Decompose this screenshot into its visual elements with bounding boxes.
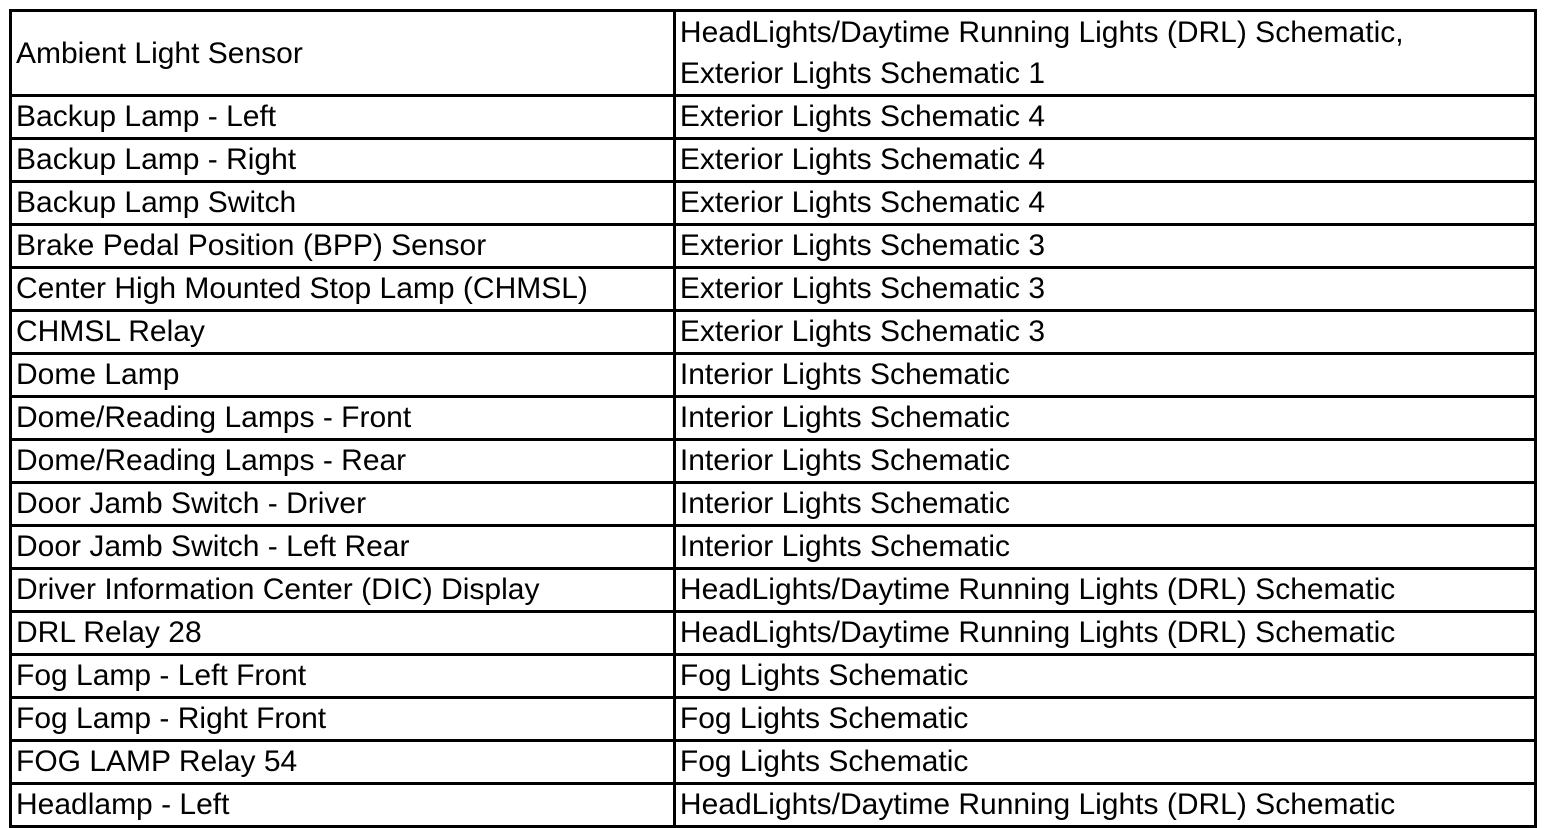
schematic-link: Exterior Lights Schematic 1 [679, 57, 1046, 90]
table-row [11, 698, 1536, 741]
component-cell: Fog Lamp - Left Front [11, 655, 675, 698]
schematic-cell: Fog Lights Schematic [674, 741, 1535, 784]
component-cell: Dome/Reading Lamps - Front [11, 397, 675, 440]
table-row [11, 225, 1536, 268]
schematic-cell: Interior Lights Schematic [674, 440, 1535, 483]
schematic-cell: Fog Lights Schematic [674, 655, 1535, 698]
table-row [11, 569, 1536, 612]
table-row [11, 139, 1536, 182]
schematic-cell: Interior Lights Schematic [674, 354, 1535, 397]
component-cell: Dome/Reading Lamps - Rear [11, 440, 675, 483]
table-row [11, 397, 1536, 440]
table-row [11, 11, 1536, 96]
component-cell: Driver Information Center (DIC) Display [11, 569, 675, 612]
table-row [11, 612, 1536, 655]
component-cell: FOG LAMP Relay 54 [11, 741, 675, 784]
table-row [11, 741, 1536, 784]
table-row [11, 440, 1536, 483]
component-cell: Dome Lamp [11, 354, 675, 397]
table-row [11, 354, 1536, 397]
schematic-cell: Exterior Lights Schematic 3 [674, 268, 1535, 311]
component-cell: Backup Lamp - Left [11, 96, 675, 139]
table-row [11, 483, 1536, 526]
component-cell: Ambient Light Sensor [11, 11, 675, 96]
schematic-cell: Interior Lights Schematic [674, 526, 1535, 569]
schematic-cell: HeadLights/Daytime Running Lights (DRL) Schematic [674, 569, 1535, 612]
component-cell: Center High Mounted Stop Lamp (CHMSL) [11, 268, 675, 311]
table-row [11, 655, 1536, 698]
component-cell: Door Jamb Switch - Driver [11, 483, 675, 526]
table-row [11, 526, 1536, 569]
schematic-cell: Fog Lights Schematic [674, 698, 1535, 741]
table-body [11, 11, 1536, 827]
table-row [11, 311, 1536, 354]
schematic-cell: Interior Lights Schematic [674, 483, 1535, 526]
schematic-cell: Interior Lights Schematic [674, 397, 1535, 440]
component-cell: Backup Lamp Switch [11, 182, 675, 225]
schematic-cell [674, 11, 1535, 96]
component-cell: Brake Pedal Position (BPP) Sensor [11, 225, 675, 268]
schematic-cell: Exterior Lights Schematic 3 [674, 225, 1535, 268]
schematic-cell: HeadLights/Daytime Running Lights (DRL) Schematic [674, 612, 1535, 655]
component-cell: Headlamp - Left [11, 784, 675, 827]
component-cell: Backup Lamp - Right [11, 139, 675, 182]
table-row [11, 182, 1536, 225]
schematic-link: HeadLights/Daytime Running Lights (DRL) Schematic, [679, 16, 1404, 49]
schematic-cell: Exterior Lights Schematic 3 [674, 311, 1535, 354]
schematic-cell: HeadLights/Daytime Running Lights (DRL) Schematic [674, 784, 1535, 827]
component-cell: Door Jamb Switch - Left Rear [11, 526, 675, 569]
table-row [11, 96, 1536, 139]
component-cell: Fog Lamp - Right Front [11, 698, 675, 741]
schematic-cell: Exterior Lights Schematic 4 [674, 139, 1535, 182]
component-cell: CHMSL Relay [11, 311, 675, 354]
component-schematic-table [9, 9, 1537, 828]
table-row [11, 268, 1536, 311]
schematic-cell: Exterior Lights Schematic 4 [674, 182, 1535, 225]
schematic-cell: Exterior Lights Schematic 4 [674, 96, 1535, 139]
table-row [11, 784, 1536, 827]
component-cell: DRL Relay 28 [11, 612, 675, 655]
